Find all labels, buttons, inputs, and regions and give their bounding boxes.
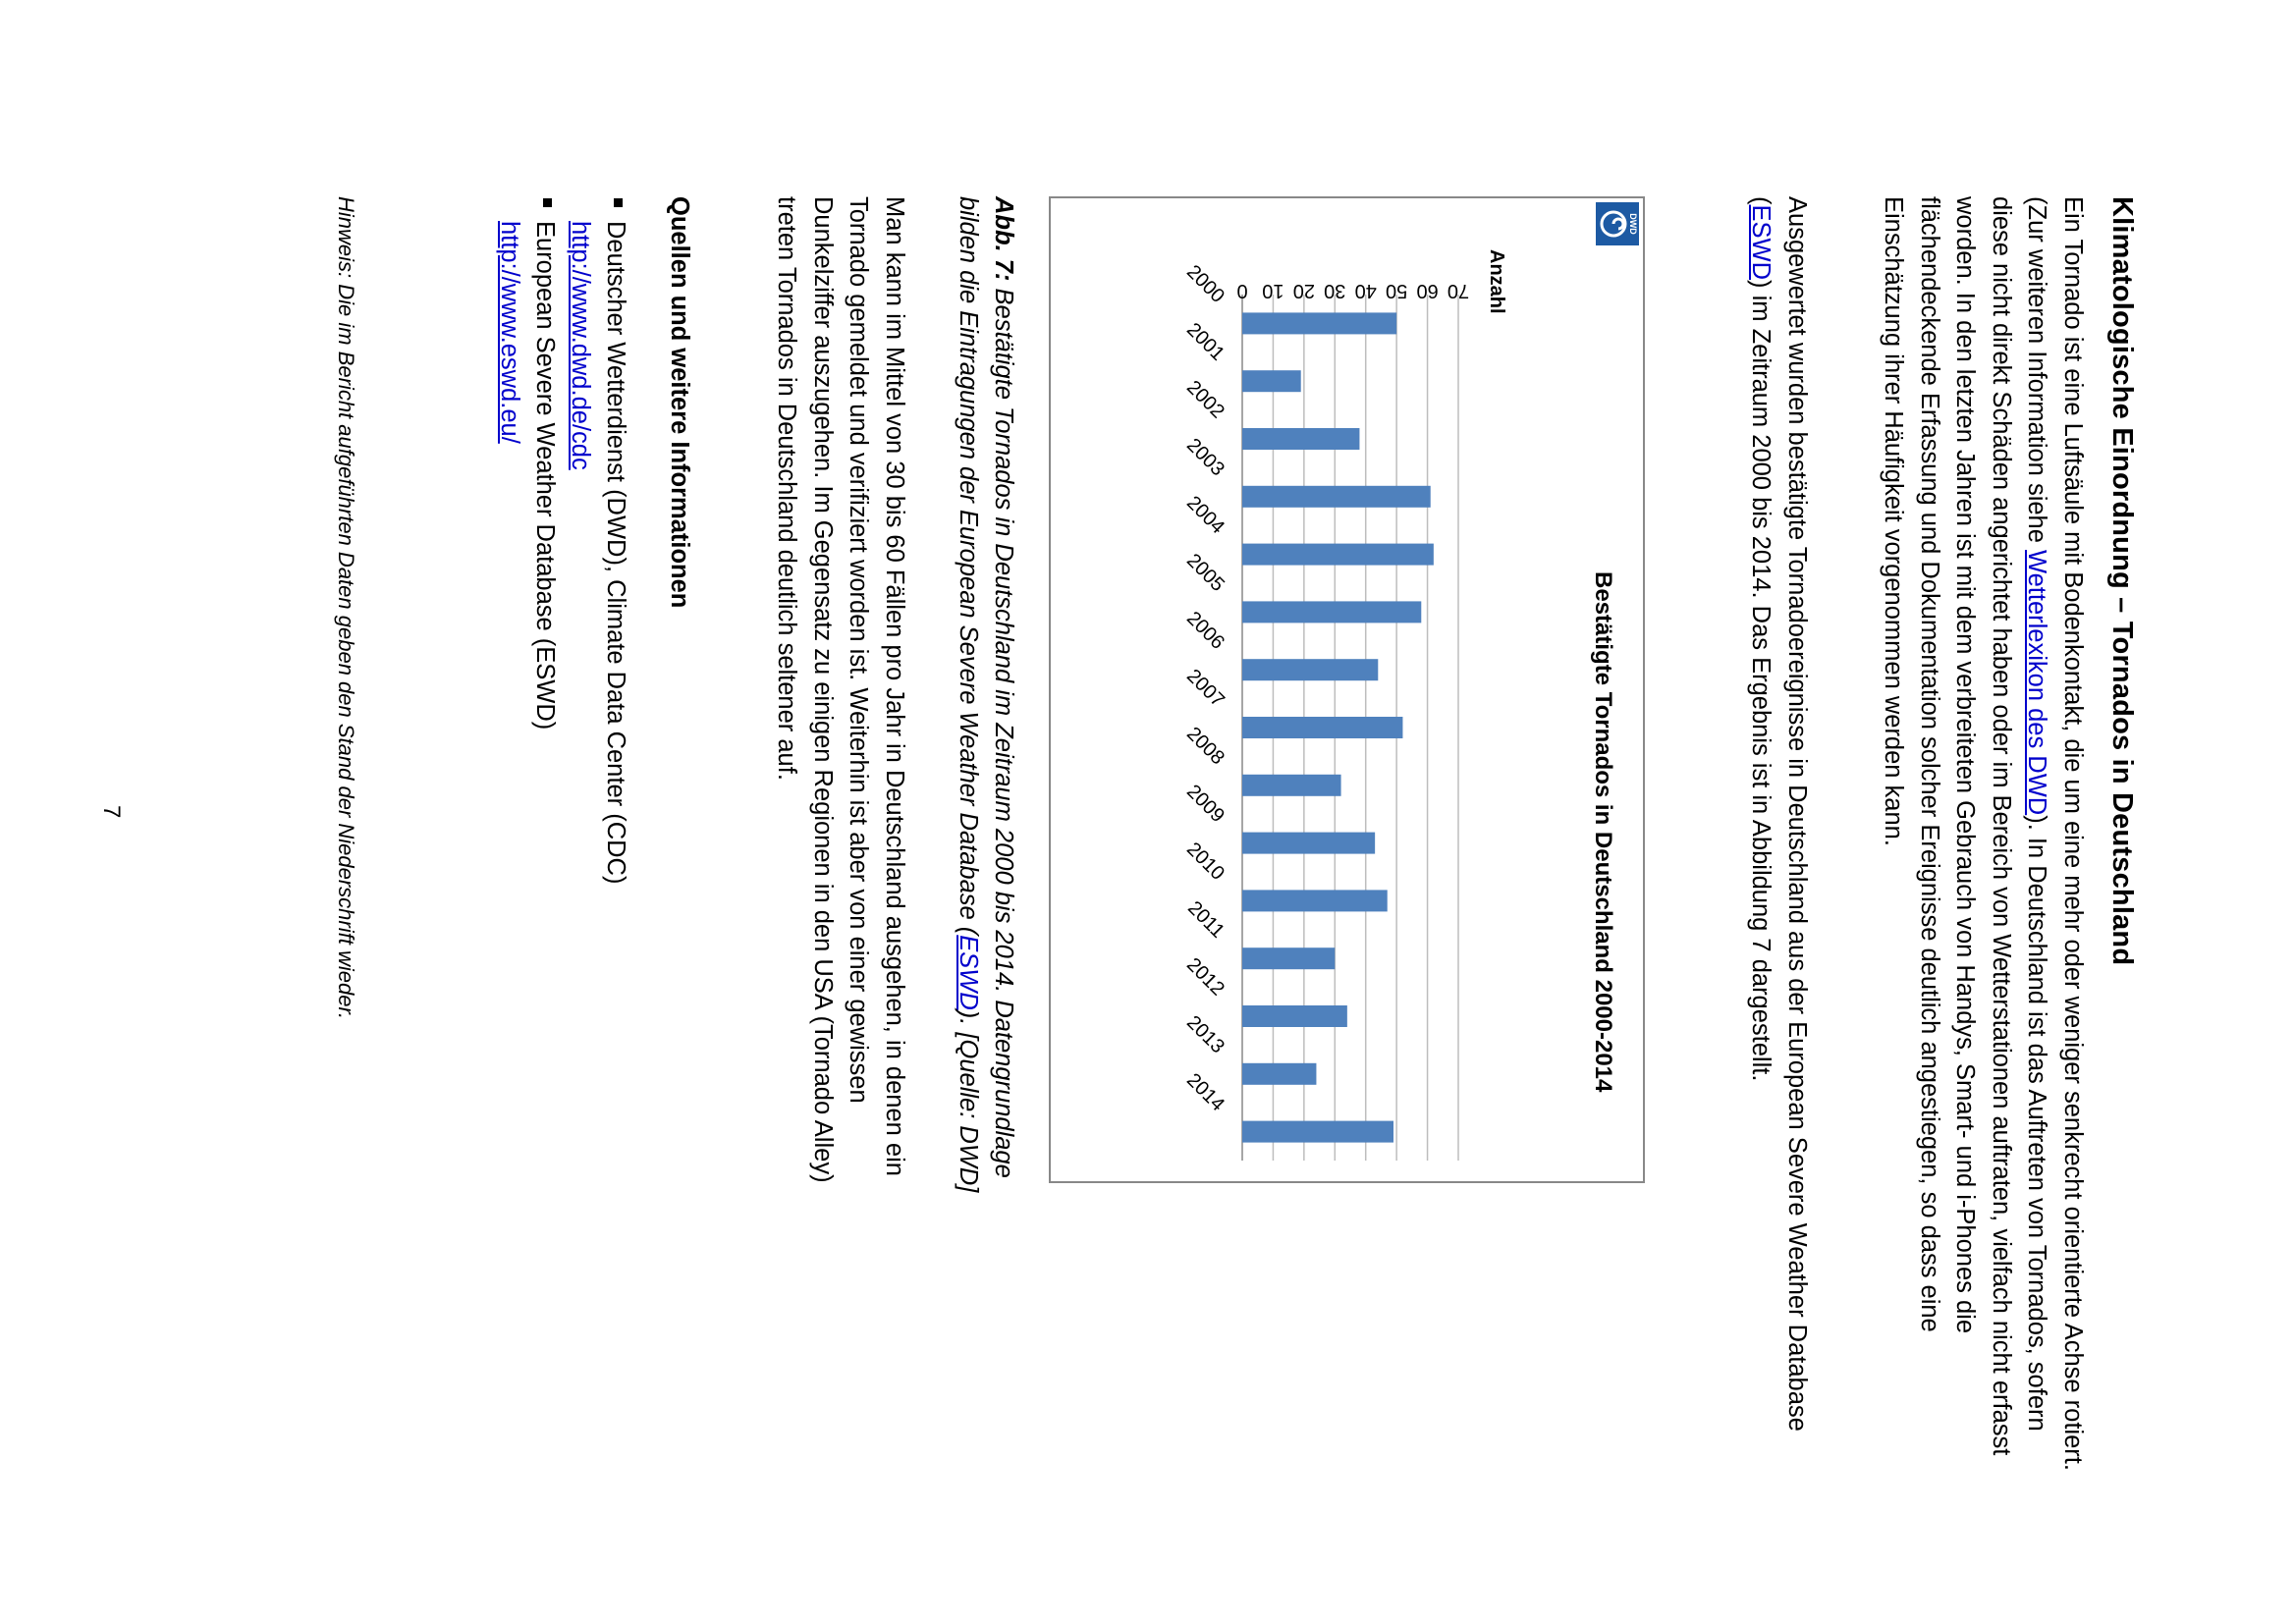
y-tick-label: 60 [1416,280,1439,301]
x-tick-label: 2003 [1181,434,1229,481]
sources-list [492,196,633,884]
intro-paragraph-2 [1743,196,1815,1473]
bar-2009 [1242,833,1375,854]
x-tick-label: 2009 [1181,781,1229,828]
y-tick-labels [1236,280,1469,301]
source-item-eswd [492,196,563,884]
y-tick-label: 70 [1447,280,1470,301]
x-tick-label: 2008 [1181,723,1229,770]
y-tick-label: 0 [1236,280,1248,301]
chart-canvas [1051,198,1643,1181]
intro-text-a: Ein Tornado ist eine Luftsäule mit Bodenkontakt, die um eine mehr oder weniger senkrecht orientierte Achse rotiert. (Zur weiteren Information siehe [2023,196,2087,1471]
y-tick-label: 20 [1292,280,1315,301]
caption-eswd-link[interactable]: ESWD [955,935,982,1010]
y-tick-label: 30 [1324,280,1346,301]
x-tick-label: 2013 [1181,1011,1229,1058]
bar-2001 [1242,370,1301,392]
bar-2002 [1242,428,1359,450]
bar-2008 [1242,775,1341,796]
x-tick-label: 2004 [1181,492,1229,539]
bar-2010 [1242,890,1388,911]
intro-text-b: ). In Deutschland ist das Auftreten von Tornados, sofern diese nicht direkt Schäden angerichtet haben oder im Bereich von Wetterstationen auftraten, vielfach nicht erfasst worden. In den letzten Jahren ist mit dem verbreiteten Gebrauch von Handys, Smart- und i-Phones die flächendeckende Erfassung und Dokumentation solcher Ereignisse deutlich angestiegen, so dass eine Einschätzung ihrer Häufigkeit vorgenommen werden kann. [1880,196,2051,1456]
bar-2003 [1242,486,1431,508]
x-tick-label: 2006 [1181,607,1229,654]
bar-2012 [1242,1005,1347,1027]
body-paragraph-3: Man kann im Mittel von 30 bis 60 Fällen pro Jahr in Deutschland ausgehen, in denen ein Tornado gemeldet und verifiziert worden ist. Weiterhin ist aber von einer gewissen Dunkelziffer auszugehen. Im Gegensatz zu einigen Regionen in den USA (Tornado Alley) treten Tornados in Deutschland deutlich seltener auf. [773,196,908,1183]
source-link-eswd[interactable]: http://www.eswd.eu/ [496,221,523,444]
y-tick-label: 10 [1262,280,1284,301]
source-link-dwd[interactable]: http://www.dwd.de/cdc [567,221,594,470]
caption-text-b: ). [Quelle: DWD] [955,1009,982,1193]
source-item-dwd [563,196,633,884]
section-heading: Klimatologische Einordnung – Tornados in Deutschland [2106,196,2138,966]
page-number: 7 [98,805,125,819]
bar-2007 [1242,717,1402,738]
y-tick-label: 50 [1386,280,1408,301]
x-tick-label: 2007 [1181,665,1229,712]
x-tick-label: 2001 [1181,318,1229,365]
intro2-text-a: Ausgewertet wurden bestätigte Tornadoereignisse in Deutschland aus der European Severe Weather Database ( [1747,196,1811,1432]
x-tick-label: 2005 [1181,549,1229,596]
x-tick-labels [1182,261,1229,1115]
caption-lead: Abb. 7: [990,196,1017,282]
sources-heading: Quellen und weitere Informationen [666,196,693,609]
source-label: European Severe Weather Database (ESWD) [531,221,559,731]
bar-2000 [1242,312,1396,334]
footnote: Hinweis: Die im Bericht aufgeführten Daten geben den Stand der Niederschrift wieder. [334,196,358,1020]
bars [1242,312,1434,1142]
caption-text-a: Bestätigte Tornados in Deutschland im Zeitraum 2000 bis 2014. Datengrundlage bilden die Eintragungen der European Severe Weather Database ( [955,196,1017,1178]
intro2-text-b: ) im Zeitraum 2000 bis 2014. Das Ergebnis ist in Abbildung 7 dargestellt. [1747,280,1775,1082]
x-tick-label: 2011 [1183,896,1229,943]
dwd-logo-text: DWD [1628,213,1638,235]
chart-title: Bestätigte Tornados in Deutschland 2000-2014 [1590,571,1616,1093]
bar-2006 [1242,659,1378,680]
tornado-chart [1049,196,1645,1183]
figure-caption [951,196,1021,1237]
x-tick-label: 2010 [1181,838,1229,885]
bar-2004 [1242,544,1434,566]
x-tick-label: 2000 [1181,260,1229,307]
bar-2005 [1242,601,1421,623]
intro-paragraph-1 [1876,196,2091,1473]
y-axis-label: Anzahl [1486,249,1507,314]
x-tick-label: 2014 [1181,1069,1229,1116]
wetterlexikon-link[interactable]: Wetterlexikon des DWD [2023,550,2051,816]
x-tick-label: 2012 [1181,953,1229,1001]
bar-2014 [1242,1121,1393,1143]
source-label: Deutscher Wetterdienst (DWD), Climate Data Center (CDC) [602,221,629,885]
bar-2013 [1242,1063,1316,1085]
y-tick-label: 40 [1354,280,1377,301]
bar-2011 [1242,947,1335,969]
eswd-link[interactable]: ESWD [1747,204,1775,280]
x-tick-label: 2002 [1181,376,1229,423]
